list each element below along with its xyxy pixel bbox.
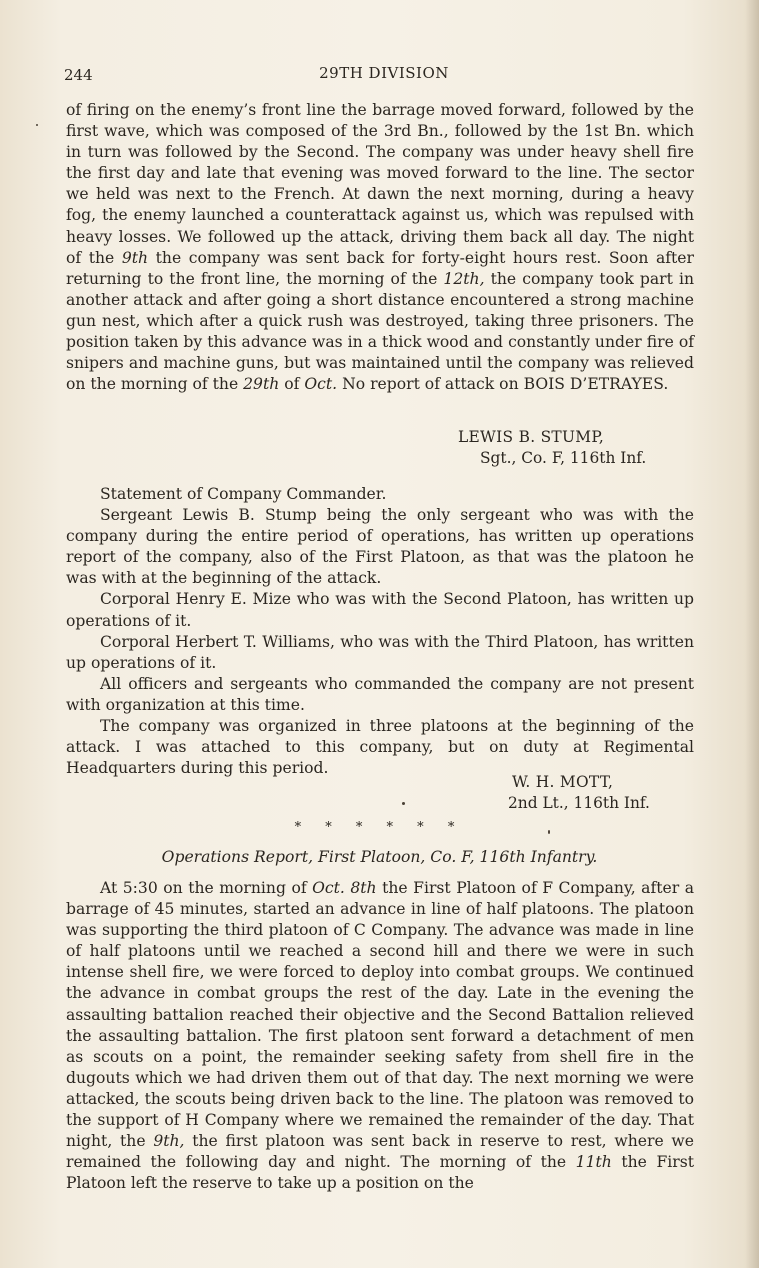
- statement-paragraph: Corporal Herbert T. Williams, who was with the Third Platoon, has written up operations of it.: [66, 632, 694, 672]
- italic-date: 9th,: [153, 1132, 185, 1151]
- signature-name: LEWIS B. STUMP,: [458, 428, 605, 446]
- italic-date: 11th: [575, 1153, 612, 1172]
- statement-paragraph: All officers and sergeants who commanded the company are not present with organization at this time.: [66, 674, 694, 714]
- text-run: of: [279, 375, 305, 394]
- ink-speck: [402, 802, 405, 805]
- italic-date: 29th: [243, 375, 280, 394]
- italic-date: 9th: [121, 248, 149, 267]
- signature-rank: Sgt., Co. F, 116th Inf.: [480, 449, 647, 467]
- running-head: 29TH DIVISION: [319, 64, 449, 82]
- text-run: At 5:30 on the morning of: [100, 879, 313, 897]
- page-edge-shadow: [745, 0, 759, 1268]
- page-number: 244: [64, 66, 93, 84]
- page-header: [64, 62, 704, 86]
- statement-paragraph: The company was organized in three platoons at the beginning of the attack. I was attached to this company, but on duty at Regimental Headquarters during this period.: [66, 717, 694, 778]
- body-paragraph-1: [66, 100, 694, 395]
- ink-speck: [548, 830, 550, 834]
- text-run: of firing on the enemy’s front line the barrage moved forward, followed by the first wave, which was composed of the 3rd Bn., followed by the 1st Bn. which in turn was followed by the Second. The company was under heavy shell fire the first day and late that evening was moved forward to the line. The sector we held was next to the French. At dawn the next morning, during a heavy fog, the enemy launched a counterattack against us, which was repulsed with heavy losses. We followed up the attack, driving them back all day. The night of the: [66, 101, 694, 267]
- section-title: Operations Report, First Platoon, Co. F, 116th Infantry.: [161, 848, 598, 866]
- text-run: the company took part in another attack and after going a short distance encountered a strong machine gun nest, which after a quick rush was destroyed, taking three prisoners. The position taken by this advance was in a thick wood and constantly under fire of snipers and machine guns, but was maintained until the company was relieved on the morning of the: [66, 269, 695, 394]
- text-run: No report of attack on BOIS D’ETRAYES.: [337, 375, 669, 394]
- text-run: the company was sent back for forty-eight hours rest. Soon after returning to the front line, the morning of the: [66, 248, 694, 288]
- paragraph-text: [66, 100, 694, 395]
- statement-paragraph: Corporal Henry E. Mize who was with the Second Platoon, has written up operations of it.: [66, 590, 694, 630]
- paragraph-text: [66, 878, 694, 1194]
- ink-speck: [36, 124, 38, 126]
- section-separator: * * * * * *: [294, 820, 465, 835]
- signature-name: W. H. MOTT,: [512, 773, 614, 791]
- statement-section: [66, 484, 694, 779]
- italic-date: 12th,: [443, 269, 485, 288]
- signature-rank: 2nd Lt., 116th Inf.: [508, 794, 650, 812]
- statement-heading: Statement of Company Commander.: [100, 485, 387, 503]
- report-paragraph: [66, 878, 694, 1194]
- italic-date: Oct. 8th: [312, 879, 377, 897]
- statement-paragraph: Sergeant Lewis B. Stump being the only sergeant who was with the company during the entire period of operations, has written up operations report of the company, also of the First Platoon, as that was the platoon he was with at the beginning of the attack.: [66, 506, 694, 588]
- text-run: the first platoon was sent back in reserve to rest, where we remained the following day and night. The morning of the: [66, 1132, 694, 1172]
- text-run: the First Platoon left the reserve to take up a position on the: [66, 1153, 694, 1193]
- text-run: the First Platoon of F Company, after a barrage of 45 minutes, started an advance in line of half platoons. The platoon was supporting the third platoon of C Company. The advance was made in line of half platoons until we reached a second hill and there we were in such intense shell fire, we were forced to deploy into combat groups. We continued the advance in combat groups the rest of the day. Late in the evening the assaulting battalion reached their objective and the Second Battalion relieved the assaulting battalion. The first platoon sent forward a detachment of men as scouts on a point, the remainder seeking safety from shell fire in the dugouts which we had driven them out of that day. The next morning we were attacked, the scouts being driven back to the line. The platoon was removed to the support of H Company where we remained the remainder of the day. That night, the: [66, 879, 694, 1151]
- italic-date: Oct.: [304, 375, 338, 394]
